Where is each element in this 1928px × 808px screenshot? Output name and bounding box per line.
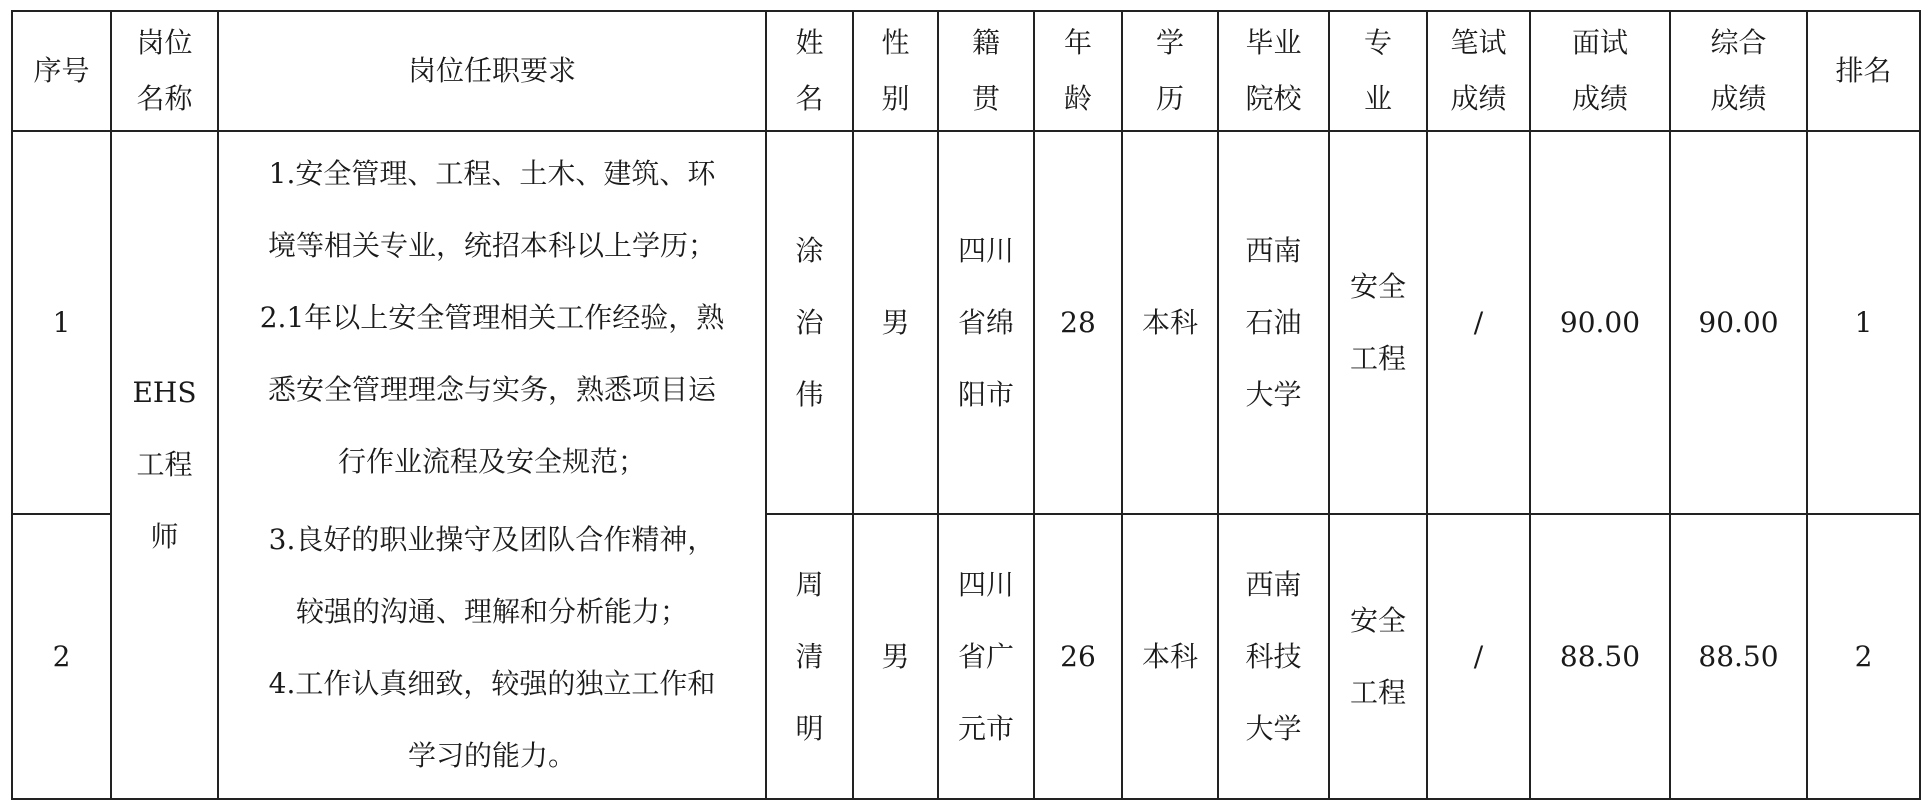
gender-cell: 男: [853, 131, 938, 514]
written-score-cell: /: [1427, 131, 1530, 514]
requirement-line: 4.工作认真细致，较强的独立工作和: [268, 667, 716, 700]
header-major: 专 业: [1329, 11, 1427, 131]
origin-cell: 四川 省广 元市: [938, 514, 1034, 799]
requirement-line: 1.安全管理、工程、土木、建筑、环: [268, 157, 716, 190]
total-score-cell: 90.00: [1670, 131, 1807, 514]
interview-score-cell: 90.00: [1530, 131, 1670, 514]
header-requirements: 岗位任职要求: [218, 11, 766, 131]
school-cell: 西南 科技 大学: [1218, 514, 1329, 799]
seq-cell: 1: [12, 131, 111, 514]
requirement-line: 行作业流程及安全规范；: [337, 445, 646, 478]
results-table: [11, 10, 1921, 800]
header-row: [12, 11, 1920, 131]
gender-cell: 男: [853, 514, 938, 799]
header-position-name: 岗位 名称: [111, 11, 218, 131]
requirement-line: 较强的沟通、理解和分析能力；: [295, 595, 688, 628]
header-total-score: 综合 成绩: [1670, 11, 1807, 131]
position-name-cell: EHS 工程 师: [111, 131, 218, 799]
requirement-line: 境等相关专业，统招本科以上学历；: [267, 229, 716, 262]
table-row: [12, 131, 1920, 514]
school-cell: 西南 石油 大学: [1218, 131, 1329, 514]
header-age: 年 龄: [1034, 11, 1122, 131]
header-interview-score: 面试 成绩: [1530, 11, 1670, 131]
total-score-cell: 88.50: [1670, 514, 1807, 799]
major-cell: 安全 工程: [1329, 514, 1427, 799]
requirement-line: 学习的能力。: [407, 739, 576, 772]
requirement-line: 悉安全管理理念与实务，熟悉项目运: [267, 373, 716, 406]
age-cell: 26: [1034, 514, 1122, 799]
header-education: 学 历: [1122, 11, 1218, 131]
header-school: 毕业 院校: [1218, 11, 1329, 131]
header-written-score: 笔试 成绩: [1427, 11, 1530, 131]
header-seq: 序号: [12, 11, 111, 131]
written-score-cell: /: [1427, 514, 1530, 799]
education-cell: 本科: [1122, 514, 1218, 799]
requirement-line: 3.良好的职业操守及团队合作精神，: [268, 523, 716, 556]
origin-cell: 四川 省绵 阳市: [938, 131, 1034, 514]
interview-score-cell: 88.50: [1530, 514, 1670, 799]
requirements-cell: [218, 131, 766, 799]
rank-cell: 1: [1807, 131, 1920, 514]
name-cell: 周 清 明: [766, 514, 853, 799]
requirement-line: 2.1年以上安全管理相关工作经验，熟: [259, 301, 725, 334]
education-cell: 本科: [1122, 131, 1218, 514]
rank-cell: 2: [1807, 514, 1920, 799]
header-name: 姓 名: [766, 11, 853, 131]
name-cell: 涂 治 伟: [766, 131, 853, 514]
header-gender: 性 别: [853, 11, 938, 131]
header-rank: 排名: [1807, 11, 1920, 131]
header-origin: 籍 贯: [938, 11, 1034, 131]
age-cell: 28: [1034, 131, 1122, 514]
seq-cell: 2: [12, 514, 111, 799]
major-cell: 安全 工程: [1329, 131, 1427, 514]
